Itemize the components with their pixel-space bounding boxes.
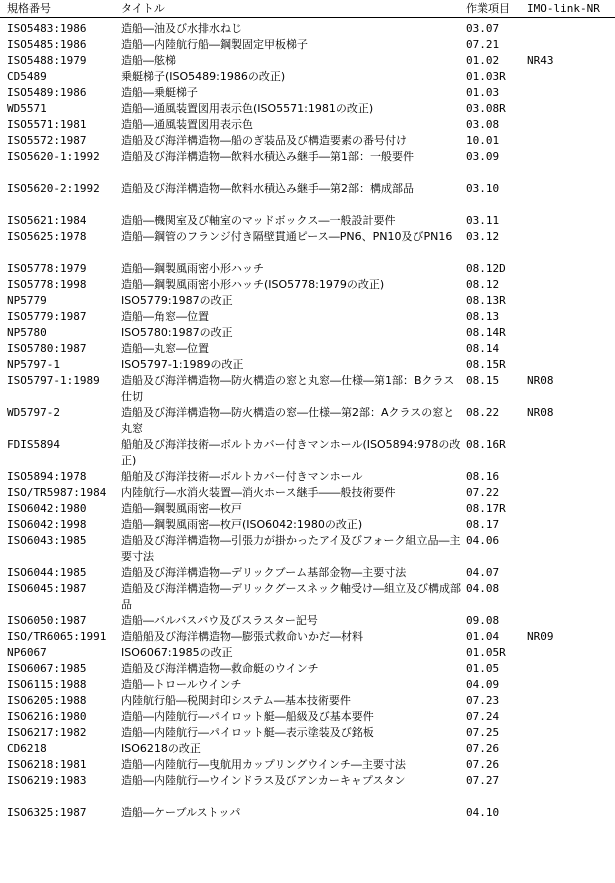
table-row [0, 483, 615, 499]
work-item: 01.05R [466, 646, 506, 659]
work-item: 03.09 [466, 150, 500, 163]
work-item: 04.09 [466, 678, 500, 691]
table-row [0, 435, 615, 467]
table-row [0, 51, 615, 67]
standard-number: ISO/TR6065:1991 [7, 630, 107, 643]
table-row [0, 211, 615, 227]
standard-number: NP5779 [7, 294, 47, 307]
table-row [0, 35, 615, 51]
table-row [0, 707, 615, 723]
row-title: 造船―内陸航行―ウインドラス及びアンカーキャプスタン [121, 774, 406, 787]
table-row [0, 723, 615, 739]
imo-link: NR08 [527, 374, 554, 387]
standards-table [0, 19, 615, 819]
table-row [0, 755, 615, 771]
row-title: 造船及び海洋構造物―引張力が掛かったアイ及びフォーク組立品―主要寸法 [121, 534, 461, 563]
standard-number: FDIS5894 [7, 438, 60, 451]
table-row [0, 563, 615, 579]
work-item: 08.15R [466, 358, 506, 371]
row-title: 造船―通風装置図用表示色(ISO5571:1981の改正) [121, 102, 374, 115]
header-title: タイトル [121, 2, 165, 15]
row-title: 造船及び海洋構造物―防火構造の窓と丸窓―仕様―第1部：Bクラス仕切 [121, 374, 455, 403]
row-title: 造船―内陸航行―曳航用カップリングウインチ―主要寸法 [121, 758, 406, 771]
header-standard-number: 規格番号 [7, 2, 51, 15]
standard-number: ISO5620-2:1992 [7, 182, 100, 195]
work-item: 04.07 [466, 566, 500, 579]
table-row [0, 323, 615, 339]
row-title: 内陸航行船―税関封印システム―基本技術要件 [121, 694, 351, 707]
standard-number: ISO6205:1988 [7, 694, 87, 707]
row-title: 造船―鋼製風雨密小形ハッチ(ISO5778:1979の改正) [121, 278, 385, 291]
standard-number: ISO5485:1986 [7, 38, 87, 51]
table-row [0, 467, 615, 483]
work-item: 07.26 [466, 742, 500, 755]
table-row [0, 115, 615, 131]
header-work-item: 作業項目 [466, 2, 510, 15]
standard-number: CD5489 [7, 70, 47, 83]
table-row [0, 579, 615, 611]
table-row [0, 515, 615, 531]
standard-number: ISO5571:1981 [7, 118, 87, 131]
table-row [0, 339, 615, 355]
table-row [0, 67, 615, 83]
work-item: 07.25 [466, 726, 500, 739]
table-row [0, 19, 615, 35]
work-item: 10.01 [466, 134, 500, 147]
row-title: ISO5797-1:1989の改正 [121, 358, 244, 371]
row-title: 造船―油及び水排水ねじ [121, 22, 242, 35]
work-item: 01.03R [466, 70, 506, 83]
standard-number: ISO6218:1981 [7, 758, 87, 771]
row-title: 内陸航行―水消火装置―消火ホース継手――般技術要件 [121, 486, 396, 499]
work-item: 03.12 [466, 230, 500, 243]
work-item: 08.14R [466, 326, 506, 339]
table-row [0, 611, 615, 627]
standard-number: ISO5620-1:1992 [7, 150, 100, 163]
standard-number: ISO5572:1987 [7, 134, 87, 147]
work-item: 09.08 [466, 614, 500, 627]
standard-number: ISO5621:1984 [7, 214, 87, 227]
standard-number: ISO5483:1986 [7, 22, 87, 35]
standard-number: ISO6216:1980 [7, 710, 87, 723]
standard-number: WD5571 [7, 102, 47, 115]
row-title: 造船―鋼製風雨密―枚戸 [121, 502, 242, 515]
standard-number: ISO6045:1987 [7, 582, 87, 595]
row-title: 造船―内陸航行―パイロット艇―船級及び基本要件 [121, 710, 374, 723]
row-title: 造船―乗艇梯子 [121, 86, 198, 99]
work-item: 08.16R [466, 438, 506, 451]
standard-number: ISO6325:1987 [7, 806, 87, 819]
row-title: 造船―通風装置図用表示色 [121, 118, 253, 131]
standard-number: ISO5488:1979 [7, 54, 87, 67]
standard-number: NP5797-1 [7, 358, 60, 371]
row-title: 造船及び海洋構造物―救命艇のウインチ [121, 662, 319, 675]
table-row [0, 275, 615, 291]
work-item: 07.21 [466, 38, 500, 51]
row-title: 造船及び海洋構造物―防火構造の窓―仕様―第2部：Aクラスの窓と丸窓 [121, 406, 455, 435]
row-title: 造船―舷梯 [121, 54, 176, 67]
standard-number: ISO5797-1:1989 [7, 374, 100, 387]
standard-number: WD5797-2 [7, 406, 60, 419]
work-item: 07.23 [466, 694, 500, 707]
row-title: 造船及び海洋構造物―デリックブーム基部金物―主要寸法 [121, 566, 407, 579]
row-title: 造船―内陸航行船―鋼製固定甲板梯子 [121, 38, 308, 51]
standard-number: ISO6044:1985 [7, 566, 87, 579]
work-item: 08.14 [466, 342, 500, 355]
table-row [0, 403, 615, 435]
table-row [0, 531, 615, 563]
table-row [0, 227, 615, 259]
work-item: 08.17 [466, 518, 500, 531]
row-title: 造船―トロールウインチ [121, 678, 242, 691]
work-item: 07.24 [466, 710, 500, 723]
work-item: 08.13 [466, 310, 500, 323]
work-item: 08.16 [466, 470, 500, 483]
row-title: 造船―ケーブルストッパ [121, 806, 241, 819]
work-item: 08.12D [466, 262, 506, 275]
imo-link: NR08 [527, 406, 554, 419]
header-imo-link: IMO-link-NR [527, 2, 600, 15]
work-item: 07.27 [466, 774, 500, 787]
work-item: 08.17R [466, 502, 506, 515]
table-row [0, 771, 615, 803]
standard-number: NP5780 [7, 326, 47, 339]
work-item: 04.06 [466, 534, 500, 547]
work-item: 03.07 [466, 22, 500, 35]
standard-number: ISO5778:1998 [7, 278, 87, 291]
standard-number: ISO6042:1998 [7, 518, 87, 531]
row-title: 造船船及び海洋構造物―膨張式救命いかだ―材料 [121, 630, 363, 643]
row-title: 造船―内陸航行―パイロット艇―表示塗装及び銘板 [121, 726, 374, 739]
row-title: 造船―鋼製風雨密―枚戸(ISO6042:1980の改正) [121, 518, 363, 531]
row-title: 造船―バルバスバウ及びスラスター記号 [121, 614, 318, 627]
table-row [0, 643, 615, 659]
standard-number: ISO5625:1978 [7, 230, 87, 243]
table-row [0, 627, 615, 643]
work-item: 07.22 [466, 486, 500, 499]
standard-number: ISO6043:1985 [7, 534, 87, 547]
standard-number: NP6067 [7, 646, 47, 659]
table-row [0, 147, 615, 179]
table-row [0, 803, 615, 819]
standard-number: ISO5780:1987 [7, 342, 87, 355]
standard-number: ISO6217:1982 [7, 726, 87, 739]
standard-number: ISO5778:1979 [7, 262, 87, 275]
row-title: ISO6218の改正 [121, 742, 201, 755]
row-title: 造船―角窓―位置 [121, 310, 209, 323]
work-item: 03.08 [466, 118, 500, 131]
work-item: 03.11 [466, 214, 500, 227]
standard-number: CD6218 [7, 742, 47, 755]
standard-number: ISO6219:1983 [7, 774, 87, 787]
row-title: 造船―丸窓―位置 [121, 342, 209, 355]
standard-number: ISO6067:1985 [7, 662, 87, 675]
work-item: 04.10 [466, 806, 500, 819]
work-item: 01.05 [466, 662, 500, 675]
table-row [0, 83, 615, 99]
work-item: 03.08R [466, 102, 506, 115]
standard-number: ISO5779:1987 [7, 310, 87, 323]
table-row [0, 355, 615, 371]
table-row [0, 691, 615, 707]
row-title: 造船―鋼管のフランジ付き隔壁貫通ピース―PN6、PN10及びPN16 [121, 230, 453, 243]
table-row [0, 675, 615, 691]
row-title: 造船―鋼製風雨密小形ハッチ [121, 262, 264, 275]
work-item: 08.12 [466, 278, 500, 291]
standard-number: ISO6050:1987 [7, 614, 87, 627]
table-row [0, 291, 615, 307]
imo-link: NR43 [527, 54, 554, 67]
row-title: 造船―機関室及び軸室のマッドボックス―一般設計要件 [121, 214, 396, 227]
row-title: ISO5779:1987の改正 [121, 294, 233, 307]
standard-number: ISO/TR5987:1984 [7, 486, 107, 499]
row-title: ISO6067:1985の改正 [121, 646, 233, 659]
work-item: 07.26 [466, 758, 500, 771]
work-item: 01.03 [466, 86, 500, 99]
row-title: 船舶及び海洋技術―ボルトカバー付きマンホール [121, 470, 363, 483]
standard-number: ISO6042:1980 [7, 502, 87, 515]
table-row [0, 307, 615, 323]
row-title: 造船及び海洋構造物―船のぎ装品及び構造要素の番号付け [121, 134, 407, 147]
work-item: 01.02 [466, 54, 500, 67]
standard-number: ISO5894:1978 [7, 470, 87, 483]
work-item: 01.04 [466, 630, 500, 643]
row-title: 造船及び海洋構造物―飲料水積込み継手―第1部：一般要件 [121, 150, 414, 163]
table-header [0, 0, 615, 18]
table-row [0, 739, 615, 755]
row-title: 造船及び海洋構造物―デリックグースネック軸受け―組立及び構成部品 [121, 582, 462, 611]
row-title: 造船及び海洋構造物―飲料水積込み継手―第2部：構成部品 [121, 182, 414, 195]
table-row [0, 499, 615, 515]
table-row [0, 99, 615, 115]
imo-link: NR09 [527, 630, 554, 643]
table-row [0, 659, 615, 675]
row-title: 船舶及び海洋技術―ボルトカバー付きマンホール(ISO5894:978の改正) [121, 438, 461, 467]
work-item: 08.15 [466, 374, 500, 387]
work-item: 08.22 [466, 406, 500, 419]
table-row [0, 131, 615, 147]
work-item: 04.08 [466, 582, 500, 595]
row-title: ISO5780:1987の改正 [121, 326, 233, 339]
table-row [0, 371, 615, 403]
table-row [0, 179, 615, 211]
standard-number: ISO5489:1986 [7, 86, 87, 99]
work-item: 08.13R [466, 294, 506, 307]
work-item: 03.10 [466, 182, 500, 195]
table-row [0, 259, 615, 275]
row-title: 乗艇梯子(ISO5489:1986の改正) [121, 70, 286, 83]
standard-number: ISO6115:1988 [7, 678, 87, 691]
